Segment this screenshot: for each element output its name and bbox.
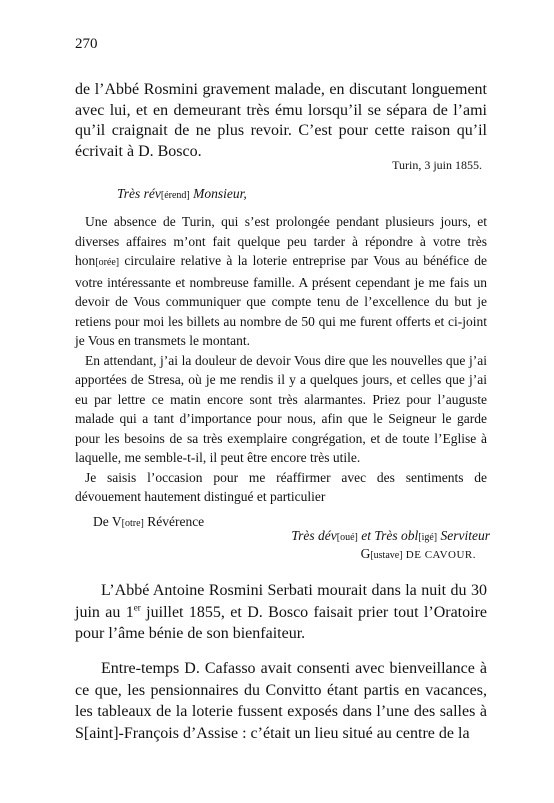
- narrative-paragraph-2-text: Entre-temps D. Cafasso avait consenti avec bienveillance à ce que, les pensionnaires du Convitto étant partis en vacances, les tableaux de la loterie fussent exposés dans l’une des salles à S[aint]-François d’Assise : c’était un lieu situé au centre de la: [75, 660, 487, 742]
- letter-closing-line-1: [93, 514, 204, 530]
- closing2-bracket-1: [oué]: [336, 532, 358, 543]
- para1-text-b: juillet 1855, et D. Bosco faisait prier tout l’Oratoire pour l’âme bénie de son bienfaiteur.: [75, 603, 487, 642]
- narrative-paragraph-1-text: [75, 580, 487, 645]
- letter-p1-bracket: [orée]: [95, 257, 120, 268]
- salutation-part2: Monsieur,: [189, 186, 247, 201]
- closing1-text-a: De V: [93, 514, 122, 529]
- para1-text-a: L’Abbé Antoine Rosmini Serbati mourait dans la nuit du 30 juin au 1: [75, 582, 487, 621]
- signature-bracket: [ustave]: [370, 550, 403, 561]
- closing1-text-b: Révérence: [143, 514, 205, 529]
- letter-salutation: [117, 186, 247, 202]
- signature-text-b: DE CAVOUR.: [402, 549, 476, 561]
- letter-dateline: Turin, 3 juin 1855.: [392, 158, 482, 172]
- para1-superscript: er: [133, 602, 141, 613]
- letter-paragraph-1: [75, 212, 487, 351]
- signature-text-a: G: [360, 546, 371, 561]
- narrative-paragraph-1: [75, 580, 487, 645]
- narrative-paragraph-2: [75, 658, 487, 744]
- salutation-bracket: [érend]: [160, 190, 190, 201]
- closing2-text-a: Très dév: [291, 528, 337, 543]
- closing1-bracket: [otre]: [121, 518, 144, 529]
- closing2-bracket-2: [igé]: [418, 532, 438, 543]
- closing2-text-c: Serviteur: [437, 528, 490, 543]
- page-number: 270: [75, 36, 98, 52]
- letter-paragraph-2: En attendant, j’ai la douleur de devoir Vous dire que les nouvelles que j’ai apportées de Stresa, où je me rendis il y a quelques jours, et celles que j’ai eu par lettre ce matin encore sont très alarmantes. Priez pour l’auguste malade qui a tant d’importance pour nous, afin que le Seigneur le garde pour les besoins de sa très exemplaire congrégation, et de toute l’Eglise à laquelle, me semble-t-il, il peut être encore très utile.: [75, 352, 487, 465]
- letter-signature: [361, 546, 476, 562]
- intro-paragraph: de l’Abbé Rosmini gravement malade, en discutant longuement avec lui, et en demeurant très ému lorsqu’il se sépara de l’ami qu’il craignait de ne plus revoir. C’est pour cette raison qu’il écrivait à D. Bosco.: [75, 81, 487, 160]
- letter-p1-text-b: circulaire relative à la loterie entreprise par Vous au bénéfice de votre intéressante et nombreuse famille. A présent cependant je me fais un devoir de Vous communiquer que compte tenu de l’excellence du but je retiens pour moi les billets au nombre de 50 qui me furent offerts et ci-joint je Vous en transmets le montant.: [75, 253, 487, 348]
- letter-closing-line-2: [291, 528, 490, 544]
- letter-body: [75, 212, 487, 507]
- salutation-part1: Très rév: [117, 186, 161, 201]
- letter-p1-text-a: Une absence de Turin, qui s’est prolongée pendant plusieurs jours, et diverses affaires m’ont fait quelque peu tarder à répondre à votre très hon: [75, 214, 487, 268]
- letter-paragraph-3: Je saisis l’occasion pour me réaffirmer avec des sentiments de dévouement hautement distingué et particulier: [75, 469, 487, 504]
- closing2-text-b: et Très obl: [357, 528, 419, 543]
